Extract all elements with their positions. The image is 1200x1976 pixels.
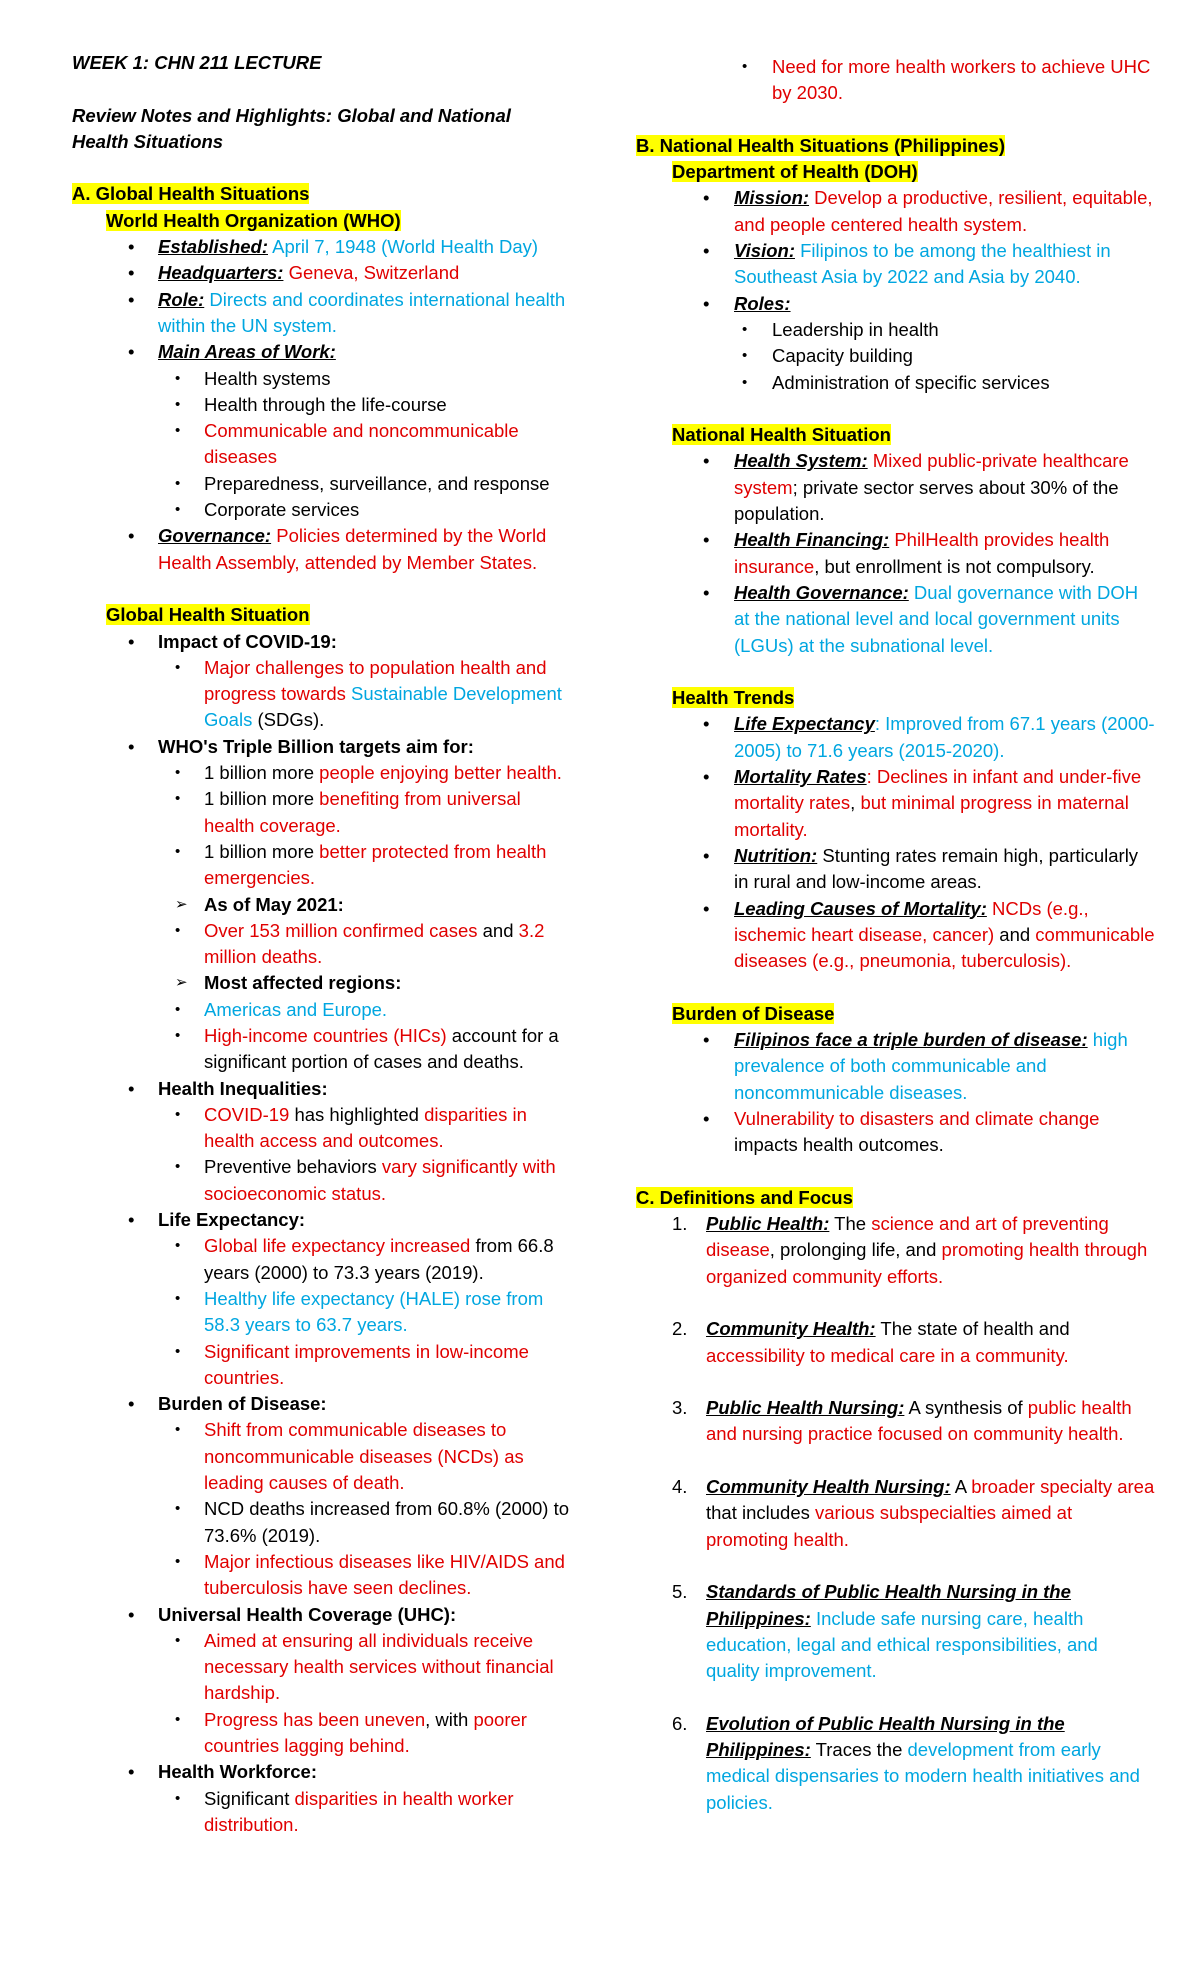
list-item: • Health through the life-course (175, 393, 447, 415)
list-item: • Governance: Policies determined by the World Health Assembly, attended by Member States. (128, 525, 547, 573)
sub-list (72, 760, 572, 1076)
list-item: • Health systems (175, 367, 331, 389)
workforce-continued-list (636, 54, 1156, 107)
list-item: • Preparedness, surveillance, and response (175, 472, 550, 494)
list-item: • Burden of Disease: • Shift from communicable diseases to noncommunicable diseases (NCDs) as leading causes of death. • NCD deaths increased from 60.8% (2000) to 73.6% (2019). • Major infectious diseases like HIV/AIDS and tuberculosis have seen declines. (72, 1391, 572, 1601)
who-heading: World Health Organization (WHO) (106, 209, 401, 231)
list-item: • WHO's Triple Billion targets aim for: • 1 billion more people enjoying better health. • 1 billion more benefiting from universal health coverage. • 1 billion more better protected from health emergencies. ➢ As of May 2021: • Over 153 million confirmed cases and 3.2 million deaths. ➢ Most affected regions: • Americas and Europe. • High-income countries (HICs) account for a significant portion of cases and deaths. (72, 734, 572, 1076)
doc-subtitle: Review Notes and Highlights: Global and National Health Situations (72, 104, 511, 152)
list-item: • Impact of COVID-19: • Major challenges to population health and progress towards Sustainable Development Goals (SDGs). (72, 629, 572, 734)
sub-list (72, 1102, 572, 1207)
list-item: • Health Financing: PhilHealth provides health insurance, but enrollment is not compulsory. (703, 529, 1110, 577)
list-item: • Leadership in health (742, 318, 939, 340)
list-item: • Shift from communicable diseases to noncommunicable diseases (NCDs) as leading causes of death. (175, 1419, 524, 1494)
list-item: • Communicable and noncommunicable diseases (175, 420, 519, 468)
list-item: • Healthy life expectancy (HALE) rose from 58.3 years to 63.7 years. (175, 1287, 544, 1336)
list-item: • Progress has been uneven, with poorer countries lagging behind. (175, 1708, 527, 1756)
list-item: 5. Standards of Public Health Nursing in the Philippines: Include safe nursing care, health education, legal and ethical responsibilities, and quality improvement. (672, 1581, 1098, 1682)
list-item: • Roles: • Leadership in health • Capacity building • Administration of specific services (636, 291, 1156, 396)
list-item: • Life Expectancy: Improved from 67.1 years (2000-2005) to 71.6 years (2015-2020). (703, 713, 1155, 761)
list-item: 6. Evolution of Public Health Nursing in the Philippines: Traces the development from early medical dispensaries to modern health initiatives and policies. (672, 1712, 1140, 1813)
list-item: • Administration of specific services (742, 371, 1050, 393)
list-item: 2. Community Health: The state of health and accessibility to medical care in a community. (672, 1318, 1070, 1366)
global-health-situation-heading: Global Health Situation (106, 604, 310, 626)
right-column (636, 54, 1156, 1816)
list-item: • Mortality Rates: Declines in infant and under-five mortality rates, but minimal progress in maternal mortality. (703, 766, 1142, 840)
who-list (72, 234, 572, 576)
ghs-list (72, 629, 572, 1839)
sub-list (72, 1628, 572, 1759)
nhs-list (636, 448, 1156, 658)
list-item: • Mission: Develop a productive, resilient, equitable, and people centered health system. (703, 187, 1153, 235)
list-item: • 1 billion more benefiting from universal health coverage. (175, 788, 521, 836)
burden-of-disease-heading: Burden of Disease (672, 1002, 835, 1024)
list-item: • Major infectious diseases like HIV/AIDS and tuberculosis have seen declines. (175, 1550, 565, 1599)
list-item: • Leading Causes of Mortality: NCDs (e.g., ischemic heart disease, cancer) and communicable diseases (e.g., pneumonia, tuberculosis). (703, 897, 1155, 972)
roles-list (636, 317, 1156, 396)
list-item: • Main Areas of Work: • Health systems • Health through the life-course • Communicable and noncommunicable diseases • Preparedness, surveillance, and response • Corporate services (72, 339, 572, 523)
list-item: 1. Public Health: The science and art of preventing disease, prolonging life, and promoting health through organized community efforts. (672, 1213, 1148, 1287)
list-item: 4. Community Health Nursing: A broader specialty area that includes various subspecialties aimed at promoting health. (672, 1476, 1155, 1550)
list-item: • Preventive behaviors vary significantly with socioeconomic status. (175, 1156, 556, 1204)
list-item: • 1 billion more better protected from health emergencies. (175, 840, 547, 889)
list-item: ➢ As of May 2021: (175, 893, 344, 915)
list-item: • Life Expectancy: • Global life expectancy increased from 66.8 years (2000) to 73.3 years (2019). • Healthy life expectancy (HALE) rose from 58.3 years to 63.7 years. • Significant improvements in low-income countries. (72, 1207, 572, 1391)
list-item: • Health System: Mixed public-private healthcare system; private sector serves about 30% of the population. (703, 450, 1129, 525)
list-item: • High-income countries (HICs) account for a significant portion of cases and deaths. (175, 1024, 559, 1073)
bod-list (636, 1027, 1156, 1158)
doh-heading: Department of Health (DOH) (672, 161, 918, 183)
list-item: • Capacity building (742, 345, 913, 367)
health-trends-heading: Health Trends (672, 687, 795, 709)
list-item: • Significant improvements in low-income countries. (175, 1340, 529, 1388)
list-item: • Major challenges to population health and progress towards Sustainable Development Goals (SDGs). (175, 656, 562, 731)
sub-list (72, 1233, 572, 1391)
sub-list (72, 655, 572, 734)
list-item: • Headquarters: Geneva, Switzerland (128, 262, 460, 284)
list-item: • Health Governance: Dual governance with DOH at the national level and local government units (LGUs) at the subnational level. (703, 581, 1139, 656)
list-item: • Universal Health Coverage (UHC): • Aimed at ensuring all individuals receive necessary health services without financial hardship. • Progress has been uneven, with poorer countries lagging behind. (72, 1602, 572, 1760)
section-a-heading: A. Global Health Situations (72, 183, 310, 205)
list-item: • NCD deaths increased from 60.8% (2000) to 73.6% (2019). (175, 1498, 570, 1546)
section-c-heading: C. Definitions and Focus (636, 1186, 853, 1208)
list-item: • Over 153 million confirmed cases and 3.2 million deaths. (175, 919, 545, 968)
list-item: • Health Workforce: • Significant disparities in health worker distribution. (72, 1759, 572, 1838)
section-b-heading: B. National Health Situations (Philippines) (636, 134, 1005, 156)
list-item: • Need for more health workers to achieve UHC by 2030. (742, 56, 1151, 104)
list-item: • Role: Directs and coordinates international health within the UN system. (128, 288, 566, 336)
sub-list (72, 1786, 572, 1839)
doh-list (636, 185, 1156, 395)
list-item: • Nutrition: Stunting rates remain high, particularly in rural and low-income areas. (703, 844, 1139, 893)
list-item: • 1 billion more people enjoying better health. (175, 762, 562, 784)
list-item: • Established: April 7, 1948 (World Health Day) (128, 236, 539, 258)
list-item: 3. Public Health Nursing: A synthesis of public health and nursing practice focused on community health. (672, 1397, 1132, 1445)
list-item: • Significant disparities in health worker distribution. (175, 1787, 514, 1835)
national-health-situation-heading: National Health Situation (672, 424, 891, 446)
list-item: • Global life expectancy increased from 66.8 years (2000) to 73.3 years (2019). (175, 1235, 554, 1283)
trends-list (636, 711, 1156, 974)
list-item: • Corporate services (175, 499, 360, 521)
list-item: ➢ Most affected regions: (175, 972, 402, 994)
list-item: • Americas and Europe. (175, 998, 388, 1020)
week-title: WEEK 1: CHN 211 LECTURE (72, 52, 322, 73)
left-column (72, 50, 572, 1838)
list-item: • COVID-19 has highlighted disparities in health access and outcomes. (175, 1103, 527, 1152)
main-areas-list (72, 366, 572, 524)
definitions-list (636, 1211, 1156, 1816)
list-item: • Aimed at ensuring all individuals receive necessary health services without financial hardship. (175, 1629, 554, 1704)
list-item: • Health Inequalities: • COVID-19 has highlighted disparities in health access and outcomes. • Preventive behaviors vary significantly with socioeconomic status. (72, 1076, 572, 1207)
list-item: • Filipinos face a triple burden of disease: high prevalence of both communicable and noncommunicable diseases. (703, 1028, 1128, 1103)
list-item: • Vulnerability to disasters and climate change impacts health outcomes. (703, 1107, 1100, 1156)
list-item: • Vision: Filipinos to be among the healthiest in Southeast Asia by 2022 and Asia by 2040. (703, 240, 1111, 288)
sub-list (72, 1417, 572, 1601)
